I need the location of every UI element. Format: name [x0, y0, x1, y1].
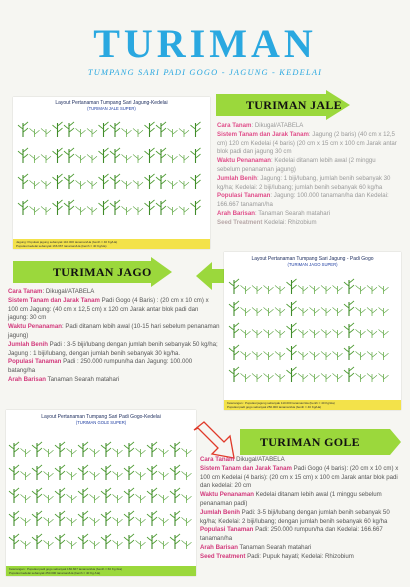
plant-glyph	[159, 517, 169, 526]
gole-diagram-footer	[6, 566, 196, 576]
plant-glyph	[9, 442, 19, 457]
jago-diagram-title: Layout Pertanaman Tumpang Sari Jagung - Padi Gogo	[251, 256, 374, 262]
plant-glyph	[159, 448, 169, 457]
plant-glyph	[367, 373, 377, 382]
jago-description	[8, 288, 220, 385]
page-subtitle: TUMPANG SARI PADI GOGO - JAGUNG - KEDELAI	[87, 68, 323, 77]
plant-glyph	[44, 494, 54, 503]
jale-item-6: Seed Treatment Kedelai: Rhizobium	[217, 218, 317, 226]
plant-glyph	[168, 128, 178, 137]
plant-glyph	[275, 329, 285, 338]
plant-glyph	[156, 174, 166, 189]
plant-glyph	[145, 200, 155, 215]
plant-glyph	[298, 351, 308, 360]
plant-glyph	[170, 465, 180, 480]
plant-glyph	[179, 206, 189, 215]
plant-glyph	[333, 373, 343, 382]
plant-glyph	[252, 351, 262, 360]
plant-glyph	[298, 307, 308, 316]
plant-glyph	[264, 307, 274, 316]
plant-glyph	[168, 180, 178, 189]
jale-diagram-subtitle: (TURIMAN JALE SUPER)	[87, 106, 136, 111]
plant-glyph	[264, 329, 274, 338]
gole-item-0: Cara Tanam Dikugal/ATABELA	[200, 456, 285, 463]
plant-glyph	[179, 180, 189, 189]
plant-glyph	[344, 345, 354, 360]
plant-glyph	[99, 148, 109, 163]
plant-glyph	[110, 148, 120, 163]
jago-item-1: Sistem Tanam dan Jarak Tanam Padi Gogo (4 Baris) : (20 cm x 10 cm) x 100 cm Jagung: (40 cm x 12,5 cm) x 120 cm Jarak antar blok padi dan jagung: 30 cm	[8, 296, 209, 322]
plant-glyph	[41, 180, 51, 189]
plant-glyph	[182, 517, 192, 526]
plant-glyph	[191, 174, 201, 189]
plant-glyph	[321, 329, 331, 338]
plant-glyph	[333, 351, 343, 360]
plant-glyph	[122, 154, 132, 163]
plant-glyph	[99, 200, 109, 215]
plant-glyph	[275, 307, 285, 316]
gole-item-6: Seed Treatment Padi: Pupuk hayati; Kedelai: Rhizobium	[200, 552, 354, 560]
plant-glyph	[241, 329, 251, 338]
plant-glyph	[170, 511, 180, 526]
jale-item-0: Cara Tanam: Dikugal/ATABELA	[217, 122, 304, 129]
plant-glyph	[53, 174, 63, 189]
jale-banner	[216, 90, 351, 120]
plant-glyph	[275, 285, 285, 294]
gole-diagram-title: Layout Pertanaman Tumpang Sari Padi Gogo-Kedelai	[41, 414, 161, 420]
plant-glyph	[55, 488, 65, 503]
plant-glyph	[32, 511, 42, 526]
plant-glyph	[321, 285, 331, 294]
jale-layout-diagram	[13, 97, 210, 249]
jago-planting-layout-illustration	[224, 272, 401, 392]
plant-glyph	[99, 174, 109, 189]
plant-glyph	[367, 329, 377, 338]
plant-glyph	[379, 329, 389, 338]
plant-glyph	[110, 174, 120, 189]
plant-glyph	[191, 200, 201, 215]
gole-item-5: Arah Barisan Tanaman Searah matahari	[200, 543, 312, 551]
plant-glyph	[191, 148, 201, 163]
plant-glyph	[113, 494, 123, 503]
plant-glyph	[264, 373, 274, 382]
plant-glyph	[170, 442, 180, 457]
plant-glyph	[147, 534, 157, 549]
plant-glyph	[67, 471, 77, 480]
plant-glyph	[159, 494, 169, 503]
plant-glyph	[18, 200, 28, 215]
plant-glyph	[55, 511, 65, 526]
plant-glyph	[76, 128, 86, 137]
plant-glyph	[18, 174, 28, 189]
plant-glyph	[78, 534, 88, 549]
plant-glyph	[67, 517, 77, 526]
plant-glyph	[110, 200, 120, 215]
plant-glyph	[147, 442, 157, 457]
plant-glyph	[64, 148, 74, 163]
plant-glyph	[90, 471, 100, 480]
plant-glyph	[147, 465, 157, 480]
plant-glyph	[136, 471, 146, 480]
plant-glyph	[179, 154, 189, 163]
plant-glyph	[90, 540, 100, 549]
jago-footer-line-2: Populasi padi gogo sebanyak 250.000 tanaman/Ha (benih = 40 Kg/Ha)	[227, 404, 322, 409]
plant-glyph	[87, 180, 97, 189]
jale-banner-title: TURIMAN JALE	[246, 98, 342, 112]
plant-glyph	[133, 180, 143, 189]
plant-glyph	[344, 301, 354, 316]
plant-glyph	[310, 351, 320, 360]
gole-item-3: Jumlah Benih Padi: 3-5 biji/lubang dengan jumlah benih sebanyak 50 kg/ha; Kedelai: 2 biji/lubang; dengan jumlah benih sebanyak 60 kg/ha	[200, 508, 390, 525]
plant-glyph	[356, 351, 366, 360]
plant-glyph	[30, 180, 40, 189]
gole-item-1: Sistem Tanam dan Jarak Tanam Padi Gogo (4 baris): (20 cm x 10 cm) x 100 cm Kedelai (4 baris): (20 cm x 15 cm) x 100 cm Jarak antar blok padi dan kedelai: 20 cm	[200, 464, 399, 490]
plant-glyph	[321, 351, 331, 360]
plant-glyph	[191, 122, 201, 137]
plant-glyph	[241, 307, 251, 316]
plant-glyph	[9, 534, 19, 549]
plant-glyph	[287, 345, 297, 360]
plant-glyph	[145, 174, 155, 189]
plant-glyph	[379, 373, 389, 382]
plant-glyph	[264, 285, 274, 294]
plant-glyph	[287, 367, 297, 382]
gole-item-2: Waktu Penanaman Kedelai ditanam lebih awal (1 minggu sebelum penanaman padi)	[200, 491, 382, 507]
plant-glyph	[333, 329, 343, 338]
plant-glyph	[113, 448, 123, 457]
plant-glyph	[182, 540, 192, 549]
plant-glyph	[356, 329, 366, 338]
plant-glyph	[90, 448, 100, 457]
plant-glyph	[321, 373, 331, 382]
plant-glyph	[30, 128, 40, 137]
plant-glyph	[321, 307, 331, 316]
jago-diagram-footer	[224, 400, 401, 410]
gole-diagram-subtitle: (TURIMAN GOLE SUPER)	[75, 420, 127, 425]
plant-glyph	[147, 488, 157, 503]
jago-item-0: Cara Tanam: Dikugal/ATABELA	[8, 288, 95, 295]
plant-glyph	[9, 465, 19, 480]
jago-item-3: Jumlah Benih Padi : 3-5 biji/lubang dengan jumlah benih sebanyak 50 kg/ha; Jagung : 1 biji/lubang, dengan jumlah benih sebanyak 30 kg/ha.	[8, 340, 218, 357]
plant-glyph	[310, 307, 320, 316]
plant-glyph	[379, 351, 389, 360]
jago-banner	[13, 257, 173, 287]
plant-glyph	[229, 367, 239, 382]
plant-glyph	[252, 373, 262, 382]
plant-glyph	[78, 465, 88, 480]
plant-glyph	[122, 180, 132, 189]
plant-glyph	[21, 471, 31, 480]
plant-glyph	[287, 279, 297, 294]
plant-glyph	[298, 285, 308, 294]
plant-glyph	[9, 488, 19, 503]
plant-glyph	[229, 323, 239, 338]
plant-glyph	[145, 148, 155, 163]
plant-glyph	[133, 206, 143, 215]
plant-glyph	[168, 154, 178, 163]
plant-glyph	[367, 307, 377, 316]
plant-glyph	[379, 307, 389, 316]
jale-item-4: Populasi Tanaman: Jagung: 100.000 tanaman/ha dan Kedelai: 166.667 tanaman/ha	[217, 192, 389, 209]
plant-glyph	[275, 351, 285, 360]
jago-diagram-subtitle: (TURIMAN JAGO SUPER)	[287, 262, 338, 267]
plant-glyph	[252, 329, 262, 338]
plant-glyph	[367, 351, 377, 360]
plant-glyph	[30, 154, 40, 163]
plant-glyph	[147, 511, 157, 526]
plant-glyph	[67, 448, 77, 457]
plant-glyph	[170, 488, 180, 503]
plant-glyph	[241, 351, 251, 360]
plant-glyph	[229, 345, 239, 360]
plant-glyph	[344, 323, 354, 338]
plant-glyph	[124, 442, 134, 457]
plant-glyph	[252, 285, 262, 294]
gole-layout-diagram	[6, 410, 196, 576]
gole-banner	[240, 429, 402, 455]
plant-glyph	[145, 122, 155, 137]
plant-glyph	[21, 517, 31, 526]
jale-item-5: Arah Barisan: Tanaman Searah matahari	[217, 209, 331, 217]
plant-glyph	[90, 517, 100, 526]
plant-glyph	[287, 301, 297, 316]
plant-glyph	[156, 200, 166, 215]
plant-glyph	[136, 494, 146, 503]
jago-footer-line-1: Keterangan : Populasi jagung sebanyak 110.000 tanaman/Ha (benih = 40 Kg/Ha)	[227, 400, 335, 405]
jale-footer-line-2: Populasi kedelai sebanyak 166.667 tanaman/Ha (benih = 40 Kg/Ha)	[16, 243, 107, 248]
plant-glyph	[32, 488, 42, 503]
plant-glyph	[99, 122, 109, 137]
plant-glyph	[101, 534, 111, 549]
plant-glyph	[298, 329, 308, 338]
plant-glyph	[113, 540, 123, 549]
jale-diagram-footer	[13, 239, 210, 249]
plant-glyph	[32, 534, 42, 549]
plant-glyph	[9, 511, 19, 526]
jago-layout-diagram	[224, 252, 401, 410]
plant-glyph	[133, 154, 143, 163]
plant-glyph	[64, 122, 74, 137]
plant-glyph	[78, 511, 88, 526]
plant-glyph	[78, 442, 88, 457]
plant-glyph	[333, 285, 343, 294]
plant-glyph	[182, 471, 192, 480]
plant-glyph	[64, 174, 74, 189]
plant-glyph	[159, 540, 169, 549]
plant-glyph	[344, 367, 354, 382]
jale-item-2: Waktu Penanaman: Kedelai ditanam lebih awal (2 minggu sebelum penanaman jagung)	[217, 157, 376, 173]
plant-glyph	[101, 442, 111, 457]
plant-glyph	[21, 448, 31, 457]
plant-glyph	[21, 540, 31, 549]
plant-glyph	[101, 488, 111, 503]
plant-glyph	[101, 511, 111, 526]
jago-banner-title: TURIMAN JAGO	[53, 265, 152, 279]
gole-item-4: Populasi Tanaman Padi: 250.000 rumpun/ha dan Kedelai: 166.667 tanaman/ha	[200, 526, 383, 543]
plant-glyph	[229, 279, 239, 294]
plant-glyph	[124, 534, 134, 549]
plant-glyph	[64, 200, 74, 215]
plant-glyph	[113, 517, 123, 526]
plant-glyph	[252, 307, 262, 316]
plant-glyph	[76, 206, 86, 215]
plant-glyph	[21, 494, 31, 503]
plant-glyph	[229, 301, 239, 316]
plant-glyph	[168, 206, 178, 215]
jale-footer-line-1: Jagung: Populasi jagung sebanyak 110.000 tanaman/Ha (benih = 40 Kg/Ha)	[16, 239, 118, 244]
plant-glyph	[87, 206, 97, 215]
plant-glyph	[30, 206, 40, 215]
plant-glyph	[44, 517, 54, 526]
plant-glyph	[53, 200, 63, 215]
plant-glyph	[18, 148, 28, 163]
jale-item-3: Jumlah Benih: Jagung: 1 biji/lubang, jumlah benih sebanyak 30 kg/ha; Kedelai: 2 biji/lubang; jumlah benih sebanyak 60 kg/ha	[217, 174, 391, 191]
plant-glyph	[182, 494, 192, 503]
plant-glyph	[67, 540, 77, 549]
plant-glyph	[344, 279, 354, 294]
plant-glyph	[18, 122, 28, 137]
plant-glyph	[67, 494, 77, 503]
plant-glyph	[356, 307, 366, 316]
plant-glyph	[32, 442, 42, 457]
plant-glyph	[41, 154, 51, 163]
plant-glyph	[113, 471, 123, 480]
plant-glyph	[122, 128, 132, 137]
plant-glyph	[55, 465, 65, 480]
plant-glyph	[53, 148, 63, 163]
plant-glyph	[55, 534, 65, 549]
plant-glyph	[76, 154, 86, 163]
plant-glyph	[179, 128, 189, 137]
plant-glyph	[122, 206, 132, 215]
gole-banner-title: TURIMAN GOLE	[260, 435, 360, 449]
plant-glyph	[55, 442, 65, 457]
plant-glyph	[241, 373, 251, 382]
plant-glyph	[287, 323, 297, 338]
plant-glyph	[124, 511, 134, 526]
plant-glyph	[44, 471, 54, 480]
plant-glyph	[124, 488, 134, 503]
plant-glyph	[241, 285, 251, 294]
plant-glyph	[356, 373, 366, 382]
gole-footer-line-1: Keterangan : Populasi padi gogo sebanyak 166.667 tanaman/Ha (benih = 60 Kg /Ha)	[9, 566, 122, 571]
plant-glyph	[159, 471, 169, 480]
plant-glyph	[310, 285, 320, 294]
gole-footer-line-2: Populasi kedelai sebanyak 250.000 tanaman/Ha (benih = 40 Kg /Ha)	[9, 570, 101, 575]
plant-glyph	[32, 465, 42, 480]
jale-description	[217, 122, 397, 228]
plant-glyph	[133, 128, 143, 137]
plant-glyph	[356, 285, 366, 294]
plant-glyph	[41, 128, 51, 137]
plant-glyph	[76, 180, 86, 189]
plant-glyph	[136, 517, 146, 526]
plant-glyph	[379, 285, 389, 294]
plant-glyph	[264, 351, 274, 360]
gole-description	[200, 456, 402, 562]
jago-item-4: Populasi Tanaman Padi : 250.000 rumpun/ha dan Jagung: 100.000 batang/ha	[8, 358, 193, 375]
down-right-arrow-icon	[192, 420, 236, 460]
plant-glyph	[156, 148, 166, 163]
plant-glyph	[124, 465, 134, 480]
plant-glyph	[333, 307, 343, 316]
jale-planting-layout-illustration	[13, 112, 210, 232]
plant-glyph	[44, 448, 54, 457]
plant-glyph	[110, 122, 120, 137]
plant-glyph	[136, 448, 146, 457]
plant-glyph	[310, 373, 320, 382]
plant-glyph	[87, 128, 97, 137]
page-title: TURIMAN	[93, 21, 317, 66]
plant-glyph	[367, 285, 377, 294]
plant-glyph	[170, 534, 180, 549]
plant-glyph	[182, 448, 192, 457]
jago-item-5: Arah Barisan Tanaman Searah matahari	[8, 375, 120, 383]
jale-diagram-title: Layout Pertanaman Tumpang Sari Jagung-Kedelai	[55, 100, 168, 106]
plant-glyph	[44, 540, 54, 549]
plant-glyph	[78, 488, 88, 503]
plant-glyph	[275, 373, 285, 382]
plant-glyph	[156, 122, 166, 137]
plant-glyph	[310, 329, 320, 338]
plant-glyph	[136, 540, 146, 549]
plant-glyph	[53, 122, 63, 137]
plant-glyph	[87, 154, 97, 163]
plant-glyph	[41, 206, 51, 215]
jale-item-1: Sistem Tanam dan Jarak Tanam: Jagung (2 baris) (40 cm x 12,5 cm) 120 cm Kedelai (4 baris) (20 cm x 15 cm x 100 cm Jarak antar blok padi dan jagung 30 cm	[217, 130, 397, 156]
plant-glyph	[90, 494, 100, 503]
jago-item-2: Waktu Penanaman: Padi ditanam lebih awal (10-15 hari sebelum penanaman jagung)	[8, 323, 220, 339]
plant-glyph	[101, 465, 111, 480]
plant-glyph	[298, 373, 308, 382]
gole-planting-layout-illustration	[6, 435, 196, 560]
